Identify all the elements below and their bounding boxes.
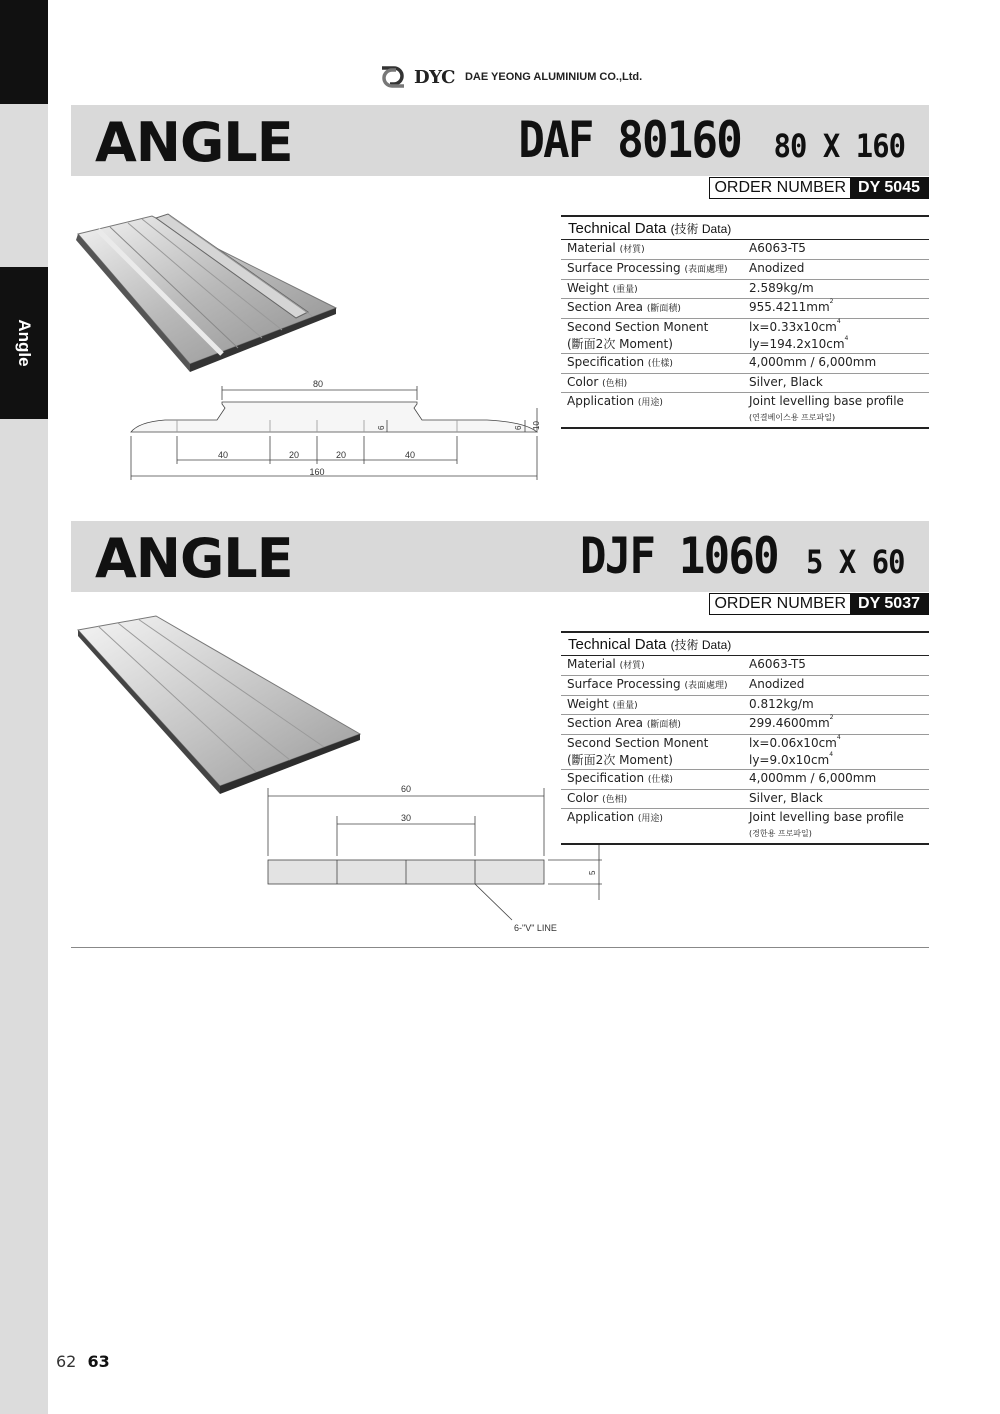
dim-160: 160 <box>309 467 325 477</box>
order-number-value: DY 5045 <box>850 178 928 198</box>
row-weight: Weight (重量) 2.589kg/m <box>561 280 929 300</box>
application-note: (경한용 프로파일) <box>749 829 812 839</box>
brand-header <box>378 63 642 91</box>
order-number-box <box>709 177 929 199</box>
technical-data-title: Technical Data (技術 Data) <box>561 633 929 656</box>
product-model <box>488 111 905 169</box>
side-strip <box>0 0 48 1414</box>
row-section-area: Section Area (斷面積) $955.4211mm^2$ <box>561 299 929 319</box>
technical-data-title: Technical Data (技術 Data) <box>561 217 929 240</box>
order-number-box <box>709 593 929 615</box>
row-material: Material (材質) A6063-T5 <box>561 656 929 676</box>
row-section-area: Section Area (斷面積) $299.4600mm^2$ <box>561 715 929 735</box>
dim-10: 10 <box>532 421 541 430</box>
dim-80: 80 <box>312 379 324 389</box>
product-dimension: 5 X 60 <box>806 543 905 581</box>
dim-5: 5 <box>588 870 597 875</box>
dim-60: 60 <box>400 784 412 794</box>
row-second-moment-cont: (斷面2次 Moment) $ly=9.0x10cm^4$ <box>561 752 929 770</box>
row-specification: Specification (仕樣) 4,000mm / 6,000mm <box>561 770 929 790</box>
dim-20-left: 20 <box>288 450 300 460</box>
dim-40-left: 40 <box>217 450 229 460</box>
technical-data-table <box>561 215 929 429</box>
side-tab-label: Angle <box>15 319 34 367</box>
side-top-block <box>0 0 48 104</box>
brand-company-name: DAE YEONG ALUMINIUM CO.,Ltd. <box>464 71 643 83</box>
product-header-band <box>71 105 929 176</box>
product-model <box>553 527 905 585</box>
cross-section-drawing <box>125 378 545 483</box>
row-surface-processing: Surface Processing (表面處理) Anodized <box>561 260 929 280</box>
section-divider <box>71 947 929 948</box>
row-application: Application (用途) Joint levelling base profile <box>567 810 904 825</box>
row-color: Color (色相) Silver, Black <box>561 374 929 394</box>
dim-30: 30 <box>400 813 412 823</box>
row-material: Material (材質) A6063-T5 <box>561 240 929 260</box>
page-number-right: 63 <box>87 1352 110 1371</box>
page-numbers <box>56 1352 110 1371</box>
technical-data-table <box>561 631 929 845</box>
row-second-moment: Second Section Monent $lx=0.06x10cm^4$ <box>567 734 841 751</box>
product-code: DAF 80160 <box>518 111 741 169</box>
row-color: Color (色相) Silver, Black <box>561 790 929 810</box>
side-tab-angle[interactable] <box>0 267 48 419</box>
product-illustration <box>72 212 350 374</box>
brand-logo-text: DYC <box>414 66 455 88</box>
order-number-label: ORDER NUMBER <box>714 179 847 196</box>
row-second-moment-cont: (斷面2次 Moment) $ly=194.2x10cm^4$ <box>561 336 929 354</box>
row-surface-processing: Surface Processing (表面處理) Anodized <box>561 676 929 696</box>
product-dimension: 80 X 160 <box>773 127 905 165</box>
order-number-value: DY 5037 <box>850 594 928 614</box>
dim-6-inner: 6 <box>377 425 386 430</box>
row-specification: Specification (仕樣) 4,000mm / 6,000mm <box>561 354 929 374</box>
cross-section-drawing <box>262 780 607 938</box>
order-number-label: ORDER NUMBER <box>714 595 847 612</box>
product-category: ANGLE <box>95 527 293 590</box>
product-category: ANGLE <box>95 111 293 174</box>
v-line-label: 6-"V" LINE <box>514 923 557 933</box>
dyc-logo-icon <box>378 64 408 90</box>
dim-6-outer: 6 <box>514 425 523 430</box>
application-note: (연결베이스용 프로파일) <box>749 413 836 423</box>
page-number-left: 62 <box>56 1352 77 1371</box>
row-second-moment: Second Section Monent $lx=0.33x10cm^4$ <box>567 318 841 335</box>
row-weight: Weight (重量) 0.812kg/m <box>561 696 929 716</box>
dim-20-right: 20 <box>335 450 347 460</box>
product-illustration <box>74 614 364 796</box>
dim-40-right: 40 <box>404 450 416 460</box>
product-code: DJF 1060 <box>579 527 778 585</box>
product-header-band <box>71 521 929 592</box>
row-application: Application (用途) Joint levelling base profile <box>567 394 904 409</box>
